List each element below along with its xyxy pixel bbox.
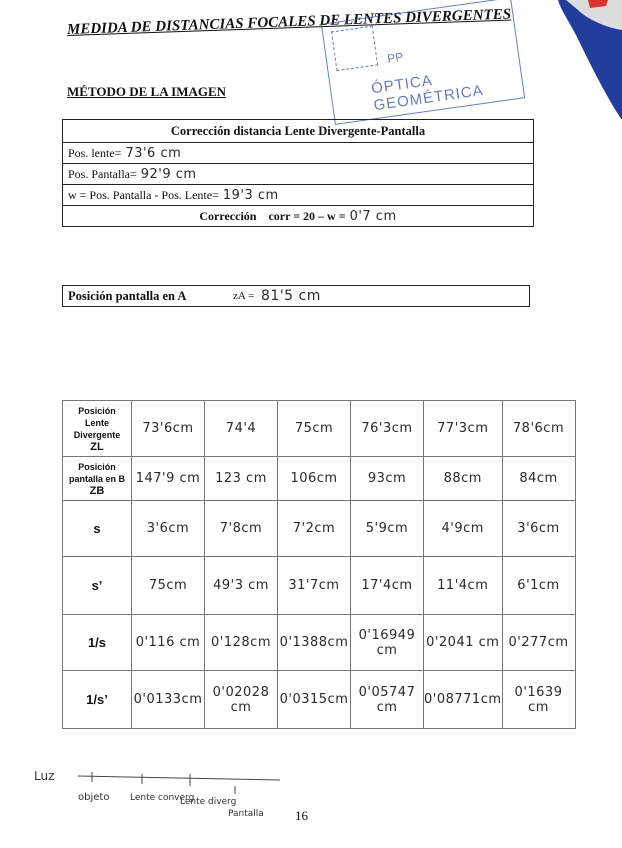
pos-lente-label: Pos. lente= [68,145,122,160]
w-label: w = Pos. Pantalla - Pos. Lente= [68,187,219,202]
table-cell: 4'9cm [424,501,503,557]
table-cell: 5'9cm [351,501,424,557]
stamp-line2: ÓPTICA GEOMÉTRICA [370,72,485,115]
table-cell: 0'1639 cm [502,671,575,729]
page-title: MEDIDA DE DISTANCIAS FOCALES DE LENTES DIVERGENTES [66,6,512,38]
table-cell: 3'6cm [132,501,205,557]
table-cell: 0'02028 cm [205,671,278,729]
table-cell: 88cm [424,457,503,501]
table-cell: 0'1388cm [278,615,351,671]
w-value: 19'3 cm [222,187,279,203]
table-cell: 77'3cm [424,401,503,457]
table-cell: 78'6cm [502,401,575,457]
table-cell: 73'6cm [132,401,205,457]
measurement-table [62,400,576,729]
correction-table [62,119,534,227]
row-label [63,671,132,729]
stamp [321,0,525,125]
table-cell: 76'3cm [351,401,424,457]
table-cell: 74'4 [205,401,278,457]
corr-row [63,205,533,226]
table-cell: 106cm [278,457,351,501]
table-cell: 0'128cm [205,615,278,671]
objeto-label: objeto [78,792,110,803]
table-cell: 0'05747 cm [351,671,424,729]
row-label [63,501,132,557]
za-label: zA = [233,290,255,302]
lente-diverg-label: Lente diverg [180,797,237,807]
table-cell: 147'9 cm [132,457,205,501]
pos-pantalla-row [63,163,533,184]
method-subtitle: MÉTODO DE LA IMAGEN [67,84,227,99]
table-cell: 31'7cm [278,557,351,615]
row-label-line: 1/s’ [86,692,108,707]
row-label-line: pantalla en B [68,473,125,484]
lente-converg-label: Lente converg [130,793,195,803]
row-label [63,457,132,501]
table-cell: 75cm [132,557,205,615]
row-label-line: s’ [91,578,103,593]
table-cell: 3'6cm [502,501,575,557]
table-row [63,457,576,501]
row-label-line: ZL [90,440,104,453]
correction-heading: Corrección distancia Lente Divergente-Pantalla [170,123,426,138]
corner-decoration-icon [548,0,622,120]
position-a-box [62,285,530,307]
pos-pantalla-value: 92'9 cm [140,166,197,182]
table-row [63,401,576,457]
table-cell: 17'4cm [351,557,424,615]
table-cell: 6'1cm [502,557,575,615]
za-value: 81'5 cm [261,288,321,304]
table-cell: 0'277cm [502,615,575,671]
luz-label: Luz [34,769,55,783]
row-label [63,557,132,615]
table-cell: 0'16949 cm [351,615,424,671]
table-cell: 75cm [278,401,351,457]
row-label-line: Divergente [73,429,121,440]
table-cell: 7'8cm [205,501,278,557]
row-label-line: Lente [84,417,109,428]
row-label-line: ZB [89,484,105,497]
w-row [63,184,533,205]
table-cell: 0'0133cm [132,671,205,729]
seal-icon [331,26,378,71]
pos-lente-row [63,142,533,163]
position-a-label: Posición pantalla en A [68,288,187,303]
table-cell: 93cm [351,457,424,501]
corr-value: 0'7 cm [349,208,397,224]
table-cell: 123 cm [205,457,278,501]
table-cell: 0'0315cm [278,671,351,729]
corr-label: Corrección corr = 20 – w = [199,208,346,223]
optical-bench-sketch-icon [30,760,290,830]
pantalla-label: Pantalla [228,809,264,819]
row-label-line: s [93,521,101,536]
row-label-line: 1/s [87,635,107,650]
table-row [63,615,576,671]
table-row [63,501,576,557]
row-label [63,615,132,671]
table-cell: 0'116 cm [132,615,205,671]
table-cell: 7'2cm [278,501,351,557]
table-cell: 0'2041 cm [424,615,503,671]
stamp-line1: PP [386,49,405,66]
table-cell: 0'08771cm [424,671,503,729]
row-label-line: Posición [78,461,116,472]
table-row [63,671,576,729]
row-label [63,401,132,457]
pos-pantalla-label: Pos. Pantalla= [68,166,137,181]
table-cell: 49'3 cm [205,557,278,615]
page-number: 16 [295,808,308,823]
table-cell: 11'4cm [424,557,503,615]
row-label-line: Posición [78,405,116,416]
pos-lente-value: 73'6 cm [125,145,182,161]
table-cell: 84cm [502,457,575,501]
table-row [63,557,576,615]
